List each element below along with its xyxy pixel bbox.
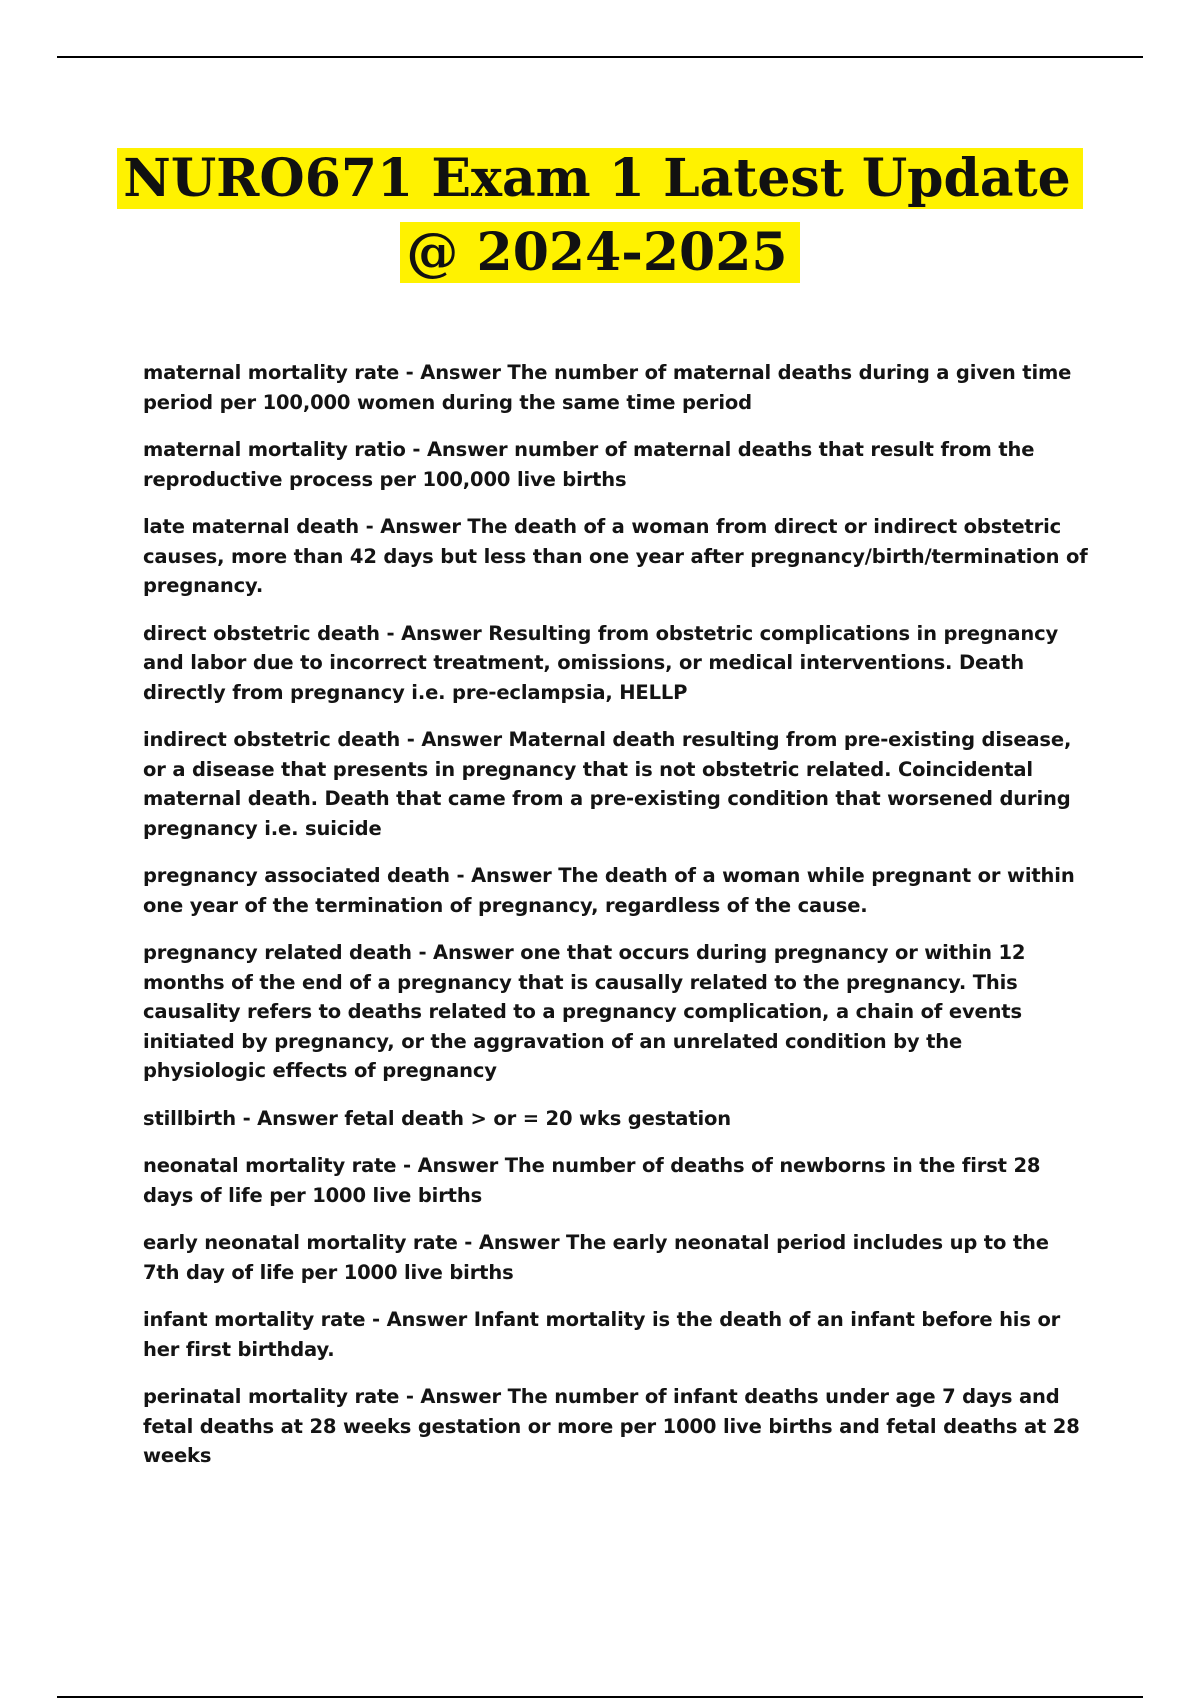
entry-neonatal-mortality-rate: neonatal mortality rate - Answer The number of deaths of newborns in the first 28 days of life per 1000 live births [143, 1154, 1041, 1207]
entry-early-neonatal-mortality-rate: early neonatal mortality rate - Answer The early neonatal period includes up to the 7th day of life per 1000 live births [143, 1231, 1049, 1284]
top-rule [57, 56, 1143, 58]
flashcard-list [143, 358, 1088, 1489]
document-title [0, 142, 1200, 290]
entry-stillbirth: stillbirth - Answer fetal death > or = 20 wks gestation [143, 1106, 732, 1130]
entry-maternal-mortality-ratio: maternal mortality ratio - Answer number of maternal deaths that result from the reproductive process per 100,000 live births [143, 438, 1035, 491]
entry-perinatal-mortality-rate: perinatal mortality rate - Answer The number of infant deaths under age 7 days and fetal deaths at 28 weeks gestation or more per 1000 live births and fetal deaths at 28 weeks [143, 1385, 1080, 1467]
entry-late-maternal-death: late maternal death - Answer The death of a woman from direct or indirect obstetric causes, more than 42 days but less than one year after pregnancy/birth/termination of pregnancy. [143, 515, 1088, 597]
entry-maternal-mortality-rate: maternal mortality rate - Answer The number of maternal deaths during a given time period per 100,000 women during the same time period [143, 361, 1072, 414]
entry-pregnancy-related-death: pregnancy related death - Answer one that occurs during pregnancy or within 12 months of the end of a pregnancy that is causally related to the pregnancy. This causality refers to deaths related to a pregnancy complication, a chain of events initiated by pregnancy, or the aggravation of an unrelated condition by the physiologic effects of pregnancy [143, 941, 1026, 1082]
bottom-rule [57, 1696, 1143, 1698]
title-line-2: @ 2024-2025 [400, 222, 799, 283]
entry-infant-mortality-rate: infant mortality rate - Answer Infant mortality is the death of an infant before his or her first birthday. [143, 1308, 1061, 1361]
entry-direct-obstetric-death: direct obstetric death - Answer Resulting from obstetric complications in pregnancy and labor due to incorrect treatment, omissions, or medical interventions. Death directly from pregnancy i.e. pre-eclampsia, HELLP [143, 621, 1059, 704]
entry-pregnancy-associated-death: pregnancy associated death - Answer The death of a woman while pregnant or within one year of the termination of pregnancy, regardless of the cause. [143, 864, 1075, 917]
entry-indirect-obstetric-death: indirect obstetric death - Answer Maternal death resulting from pre-existing disease, or a disease that presents in pregnancy that is not obstetric related. Coincidental maternal death. Death that came from a pre-existing condition that worsened during pregnancy i.e. suicide [143, 728, 1072, 840]
title-line-1: NURO671 Exam 1 Latest Update [117, 148, 1082, 209]
